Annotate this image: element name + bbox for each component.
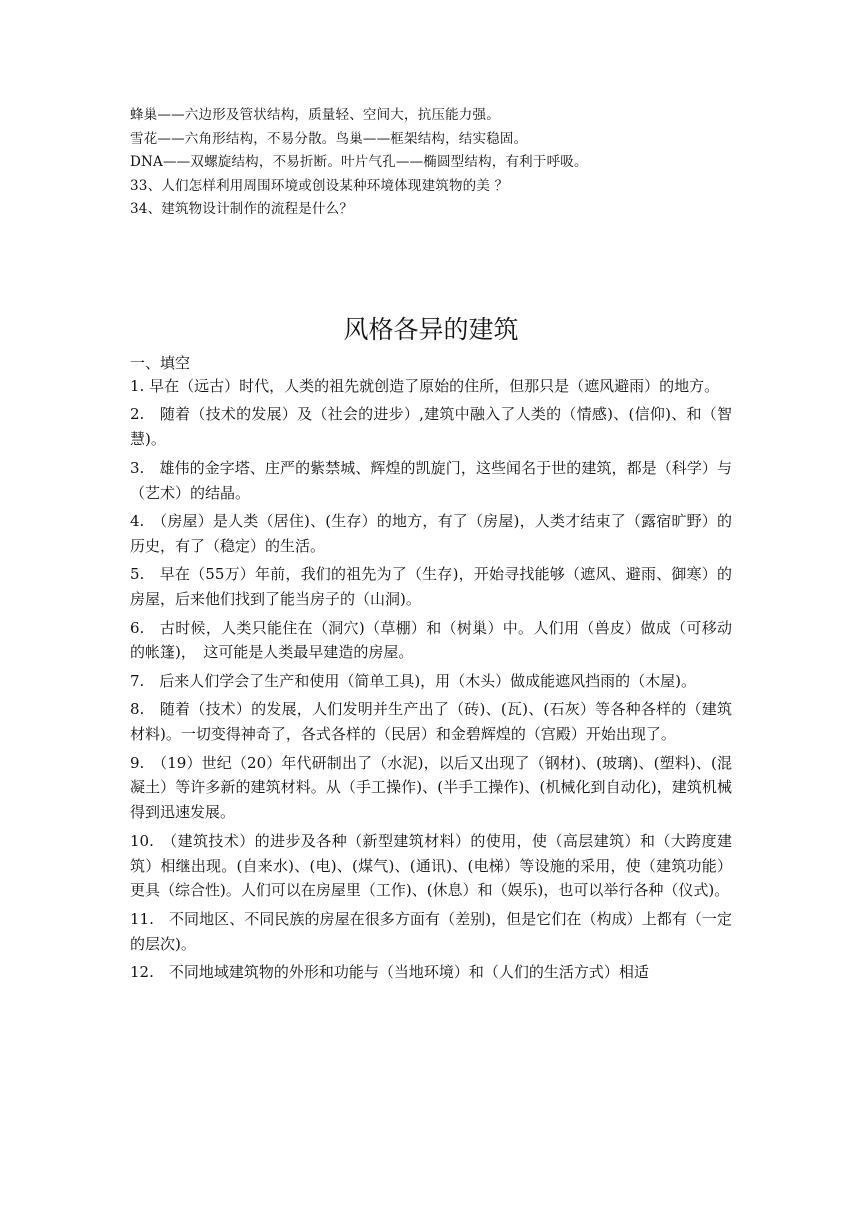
list-item: 10. （建筑技术）的进步及各种（新型建筑材料）的使用，使（高层建筑）和（大跨度建筑）相继出现。(自来水)、(电)、(煤气)、(通讯)、(电梯）等设施的采用，使（建筑功能）更具（综合性)。人们可以在房屋里（工作)、(休息）和（娱乐)，也可以举行各种（仪式)。 bbox=[130, 831, 732, 900]
note-line: 蜂巢——六边形及管状结构，质量轻、空间大，抗压能力强。 bbox=[130, 107, 500, 123]
list-item: 3. 雄伟的金字塔、庄严的紫禁城、辉煌的凯旋门，这些闻名于世的建筑，都是（科学）与（艺术）的结晶。 bbox=[130, 458, 732, 502]
list-item: 7. 后来人们学会了生产和使用（简单工具)，用（木头）做成能遮风挡雨的（木屋)。 bbox=[130, 671, 697, 690]
list-item: 2. 随着（技术的发展）及（社会的进步）,建筑中融入了人类的（情感)、(信仰)、和（智慧)。 bbox=[130, 405, 732, 449]
question-line: 33、人们怎样利用周围环境或创设某种环境体现建筑物的美 ？ bbox=[130, 177, 509, 194]
question-line: 34、建筑物设计制作的流程是什么？ bbox=[130, 201, 354, 217]
list-item: 8. 随着（技术）的发展，人们发明并生产出了（砖)、(瓦)、(石灰）等各种各样的（建筑材料)。一切变得神奇了，各式各样的（民居）和金碧辉煌的（宫殿）开始出现了。 bbox=[130, 700, 732, 744]
list-item: 11. 不同地区、不同民族的房屋在很多方面有（差别)，但是它们在（构成）上都有（一定的层次)。 bbox=[130, 909, 732, 953]
list-item: 4. （房屋）是人类（居住)、(生存）的地方，有了（房屋)，人类才结束了（露宿旷野）的历史，有了（稳定）的生活。 bbox=[130, 512, 732, 555]
list-item: 1. 早在（远古）时代，人类的祖先就创造了原始的住所，但那只是（遮风避雨）的地方。 bbox=[130, 377, 720, 395]
fill-in-list bbox=[130, 374, 732, 985]
list-item: 5. 早在（55万）年前，我们的祖先为了（生存)，开始寻找能够（遮风、避雨、御寒）的房屋，后来他们找到了能当房子的（山洞)。 bbox=[130, 565, 732, 609]
section-heading: 一、填空 bbox=[130, 354, 191, 372]
page-title: 风格各异的建筑 bbox=[343, 315, 519, 344]
list-item: 12. 不同地域建筑物的外形和功能与（当地环境）和（人们的生活方式）相适 bbox=[130, 963, 649, 982]
note-line: DNA——双螺旋结构，不易折断。叶片气孔——椭圆型结构，有利于呼吸。 bbox=[130, 154, 588, 170]
note-line: 雪花——六角形结构，不易分散。鸟巢——框架结构，结实稳固。 bbox=[130, 130, 528, 147]
fill-in-section bbox=[130, 352, 732, 989]
previous-section-notes bbox=[130, 104, 732, 222]
list-item: 9. （19）世纪（20）年代研制出了（水泥)，以后又出现了（钢材)、(玻璃)、(塑料)、(混凝土）等许多新的建筑材料。从（手工操作)、(半手工操作)、(机械化到自动化)，建筑机械得到迅速发展。 bbox=[130, 753, 732, 822]
list-item: 6. 古时候，人类只能住在（洞穴)（草棚）和（树巢）中。人们用（兽皮）做成（可移动的帐篷)， 这可能是人类最早建造的房屋。 bbox=[130, 618, 732, 662]
